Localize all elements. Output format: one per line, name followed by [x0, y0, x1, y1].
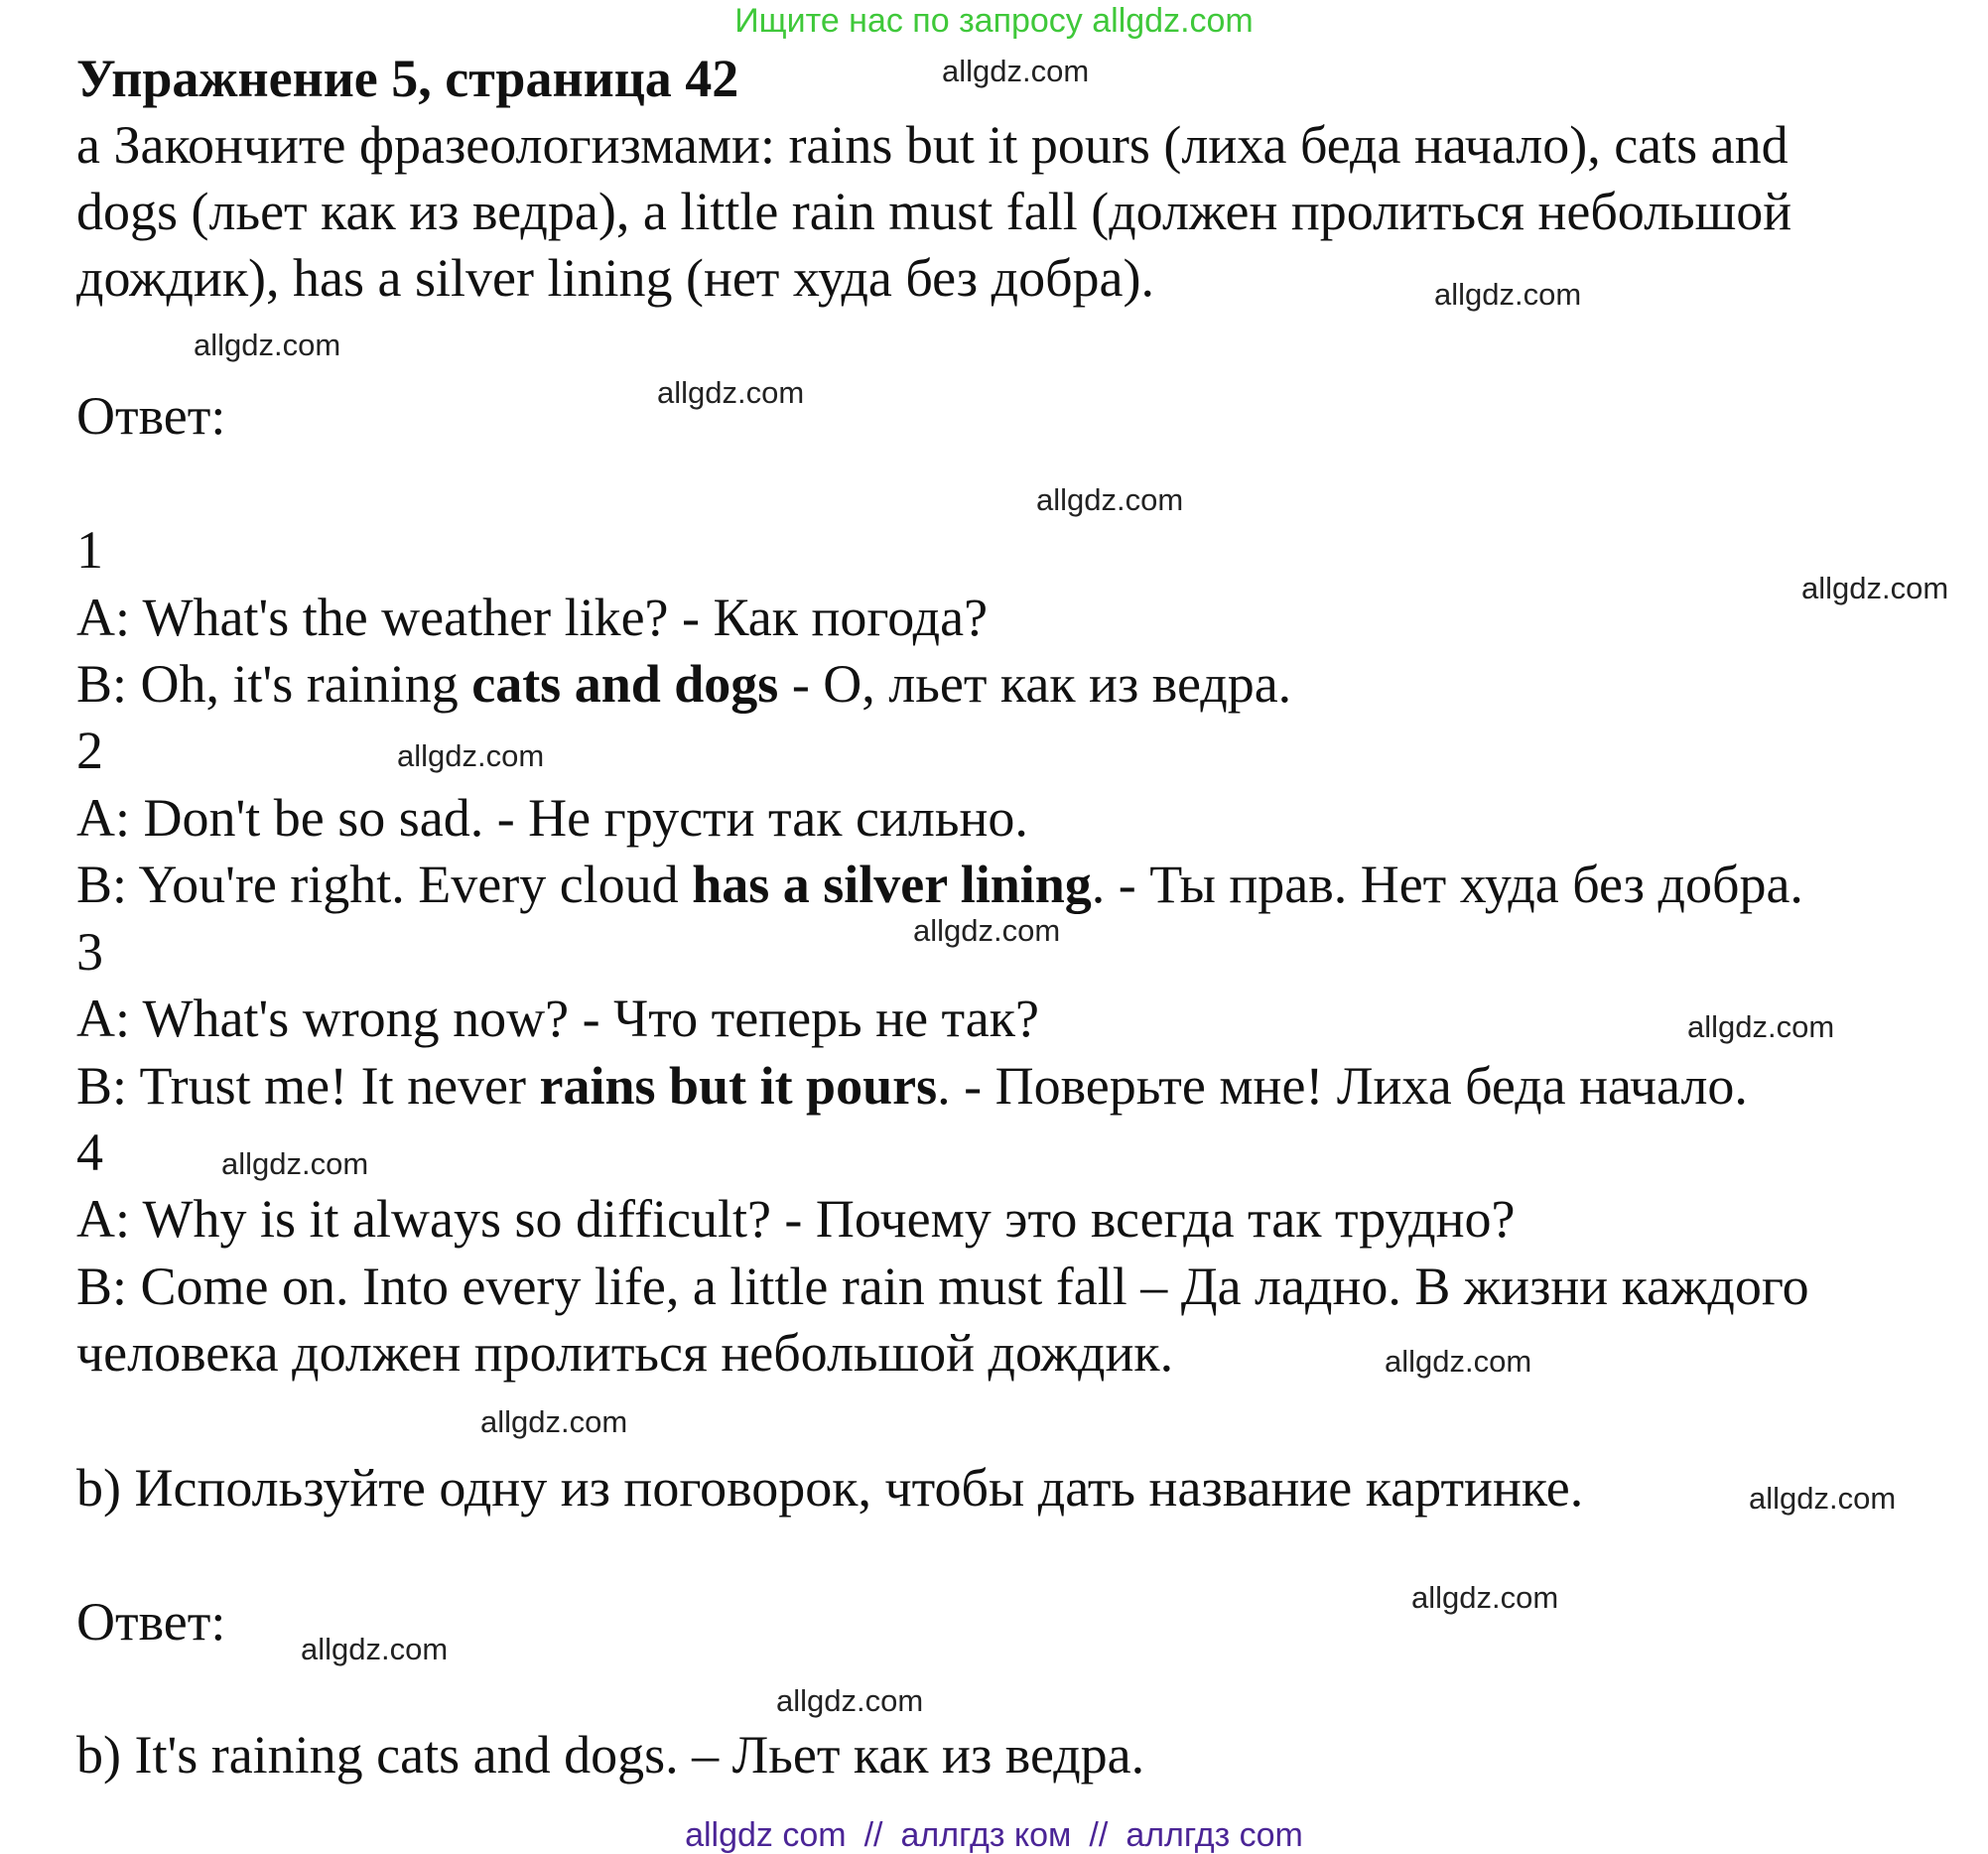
dialogue-b-text: B: You're right. Every cloud [76, 855, 693, 914]
task-a-line: a Закончите фразеологизмами: rains but it pours (лиха беда начало), cats and [76, 115, 1789, 175]
watermark: allgdz.com [221, 1146, 369, 1181]
idiom-highlight: cats and dogs [471, 654, 779, 714]
footer-separator: // [863, 1816, 883, 1854]
watermark: allgdz.com [480, 1404, 628, 1439]
task-a-line: дождик), has a silver lining (нет худа без добра). [76, 248, 1155, 308]
watermark: allgdz.com [942, 54, 1090, 88]
dialogue-b-text: . - Поверьте мне! Лиха беда начало. [937, 1056, 1748, 1116]
footer-link[interactable]: allgdz com [685, 1816, 847, 1854]
dialogue-line-b: B: Come on. Into every life, a little rain must fall – Да ладно. В жизни каждого [76, 1257, 1809, 1316]
watermark: allgdz.com [301, 1632, 449, 1666]
task-a-text [76, 112, 1962, 312]
task-b-answer: b) It's raining cats and dogs. – Льет как из ведра. [76, 1725, 1145, 1785]
search-banner[interactable]: Ищите нас по запросу allgdz.com [734, 2, 1254, 40]
watermark: allgdz.com [1385, 1344, 1532, 1379]
watermark: allgdz.com [397, 738, 545, 773]
footer-links [0, 1818, 1988, 1852]
idiom-highlight: rains but it pours [539, 1056, 938, 1116]
watermark: allgdz.com [776, 1683, 924, 1718]
dialogue-line-a: A: What's the weather like? - Как погода? [76, 588, 989, 647]
page-title: Упражнение 5, страница 42 [76, 49, 739, 108]
watermark: allgdz.com [1749, 1481, 1897, 1516]
task-a-line: dogs (льет как из ведра), a little rain must fall (должен пролиться небольшой [76, 182, 1792, 241]
dialogue-line-a: A: Why is it always so difficult? - Почему это всегда так трудно? [76, 1189, 1516, 1249]
dialogue-number: 2 [76, 721, 103, 780]
dialogue-line-b [76, 855, 1803, 914]
watermark: allgdz.com [657, 375, 805, 410]
dialogue-line-a: A: Don't be so sad. - Не грусти так сильно. [76, 788, 1028, 848]
watermark: allgdz.com [1801, 571, 1949, 605]
dialogue-number: 3 [76, 922, 103, 982]
dialogue-b-text: - О, льет как из ведра. [778, 654, 1292, 714]
answer-label: Ответ: [76, 1592, 226, 1652]
watermark: allgdz.com [1687, 1009, 1835, 1044]
footer-link[interactable]: аллгдз com [1126, 1816, 1303, 1854]
dialogue-b-text: B: Trust me! It never [76, 1056, 540, 1116]
dialogue-line-b [76, 654, 1292, 714]
dialogue-b-text: . - Ты прав. Нет худа без добра. [1091, 855, 1803, 914]
dialogue-number: 1 [76, 520, 103, 580]
watermark: allgdz.com [1411, 1580, 1559, 1615]
task-b-question: b) Используйте одну из поговорок, чтобы дать название картинке. [76, 1458, 1584, 1518]
watermark: allgdz.com [1434, 277, 1582, 312]
answer-label: Ответ: [76, 386, 226, 446]
dialogue-line-b-cont: человека должен пролиться небольшой дождик. [76, 1323, 1174, 1383]
watermark: allgdz.com [194, 328, 341, 362]
dialogue-line-b [76, 1056, 1748, 1116]
watermark: allgdz.com [913, 913, 1061, 948]
footer-separator: // [1089, 1816, 1109, 1854]
idiom-highlight: has a silver lining [692, 855, 1092, 914]
footer-link[interactable]: аллгдз ком [900, 1816, 1072, 1854]
dialogue-b-text: B: Oh, it's raining [76, 654, 472, 714]
dialogue-line-a: A: What's wrong now? - Что теперь не так? [76, 989, 1039, 1048]
watermark: allgdz.com [1036, 482, 1184, 517]
dialogue-number: 4 [76, 1123, 103, 1182]
